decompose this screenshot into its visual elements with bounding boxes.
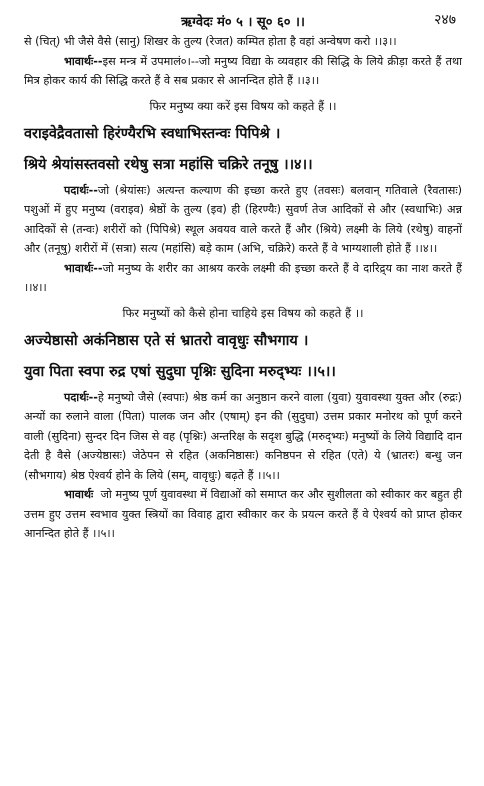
verse-4-line-1: वराइवेद्रैवतासो हिरंण्यैरभि स्वधाभिस्तन्वः पिपिश्रे ।	[24, 125, 281, 142]
bhavartha-label: भावार्थः--	[64, 261, 103, 275]
bhavartha-5	[24, 485, 462, 544]
padartha-label: पदार्थः--	[64, 183, 98, 197]
page-header	[24, 0, 462, 32]
bhavartha-4	[24, 259, 462, 298]
section-intro-4: फिर मनुष्य क्या करें इस विषय को कहते हैं ।।	[149, 98, 337, 113]
padartha-label: पदार्थः--	[64, 390, 98, 404]
verse-5-line-1: अज्येष्ठासो अकंनिष्ठास एते सं भ्रातरो वावृधुः सौभगाय ।	[24, 332, 309, 349]
page-number: २४७	[434, 12, 456, 28]
bhavartha-text: जो मनुष्य के शरीर का आश्रय करके लक्ष्मी की इच्छा करते हैं वे दारिद्र्य का नाश करते हैं ।।४।।	[24, 261, 462, 294]
verse-5-line-2: युवा पिता स्वपा रुद्र एषां सुदुघा पृश्निः सुदिना मरुद्भ्यः ।।५।।	[24, 363, 336, 380]
padartha-text: हे मनुष्यो जैसे (स्वपाः) श्रेष्ठ कर्म का अनुष्ठान करने वाला (युवा) युवावस्था युक्त और (रुद्रः) अन्यों का रुलाने वाला (पिता) पालक जन और (एषाम्) इन की (सुदुघा) उत्तम प्रकार मनोरथ को पूर्ण करने वाली (सुदिना) सुन्दर दिन जिस से वह (पृश्निः) अन्तरिक्ष के सदृश बुद्धि (मरुद्भ्यः) मनुष्यों के लिये विद्यादि दान देती है वैसे (अज्येष्ठासः) जेठेपन से रहित (अकनिष्ठासः) कनिष्ठपन से रहित (एते) ये (भ्रातरः) बन्धु जन (सौभगाय) श्रेष्ठ ऐश्वर्य होने के लिये (सम्, वावृधुः) बढ़ते हैं ।।५।।	[24, 390, 462, 482]
padartha-5	[24, 388, 462, 486]
bhavartha-label: भावार्थः--	[64, 54, 103, 68]
running-title: ऋग्वेदः मं० ५ । सू० ६० ।।	[181, 15, 305, 30]
verse-4-line-2: श्रिये श्रेयांसस्तवसो रथेषु सत्रा महांसि चक्रिरे तनूषु ।।४।।	[24, 156, 313, 173]
bhavartha-3	[24, 52, 462, 91]
padartha-4	[24, 181, 462, 259]
padartha-text: जो (श्रेयांसः) अत्यन्त कल्याण की इच्छा करते हुए (तवसः) बलवान् गतिवाले (रैवतासः) पशुओं में हुए मनुष्य (वराइव) श्रेष्ठों के तुल्य (इव) ही (हिरण्यैः) सुवर्ण तेज आदिकों से और (स्वधाभिः) अन्न आदिकों से (तन्वः) शरीरों को (पिपिश्रे) स्थूल अवयव वाले करते हैं और (श्रिये) लक्ष्मी के लिये (रथेषु) वाहनों और (तनूषु) शरीरों में (सत्रा) सत्य (महांसि) बड़े काम (अभि, चक्रिरे) करते हैं वे भाग्यशाली होते हैं ।।४।।	[24, 183, 462, 255]
bhavartha-text: जो मनुष्य पूर्ण युवावस्था में विद्याओं को समाप्त कर और सुशीलता को स्वीकार कर बहुत ही उत्तम हुए उत्तम स्वभाव युक्त स्त्रियों का विवाह द्वारा स्वीकार कर के प्रयत्न करते हैं वे ऐश्वर्य को प्राप्त होकर आनन्दित होते हैं ।।५।।	[24, 488, 462, 540]
bhavartha-label: भावार्थः	[64, 488, 94, 501]
body-text	[24, 32, 462, 544]
bhavartha-text: इस मन्त्र में उपमालं०।--जो मनुष्य विद्या के व्यवहार की सिद्धि के लिये क्रीड़ा करते हैं तथा मित्र होकर कार्य की सिद्धि करते हैं वे सब प्रकार से आनन्दित होते हैं ।।३।।	[24, 54, 462, 87]
section-intro-5: फिर मनुष्यों को कैसे होना चाहिये इस विषय को कहते हैं ।।	[122, 305, 364, 320]
paragraph-continued: से (चित्) भी जैसे वैसे (सानु) शिखर के तुल्य (रेजत) कम्पित होता है वहां अन्वेषण करो ।।३।।	[24, 35, 397, 48]
